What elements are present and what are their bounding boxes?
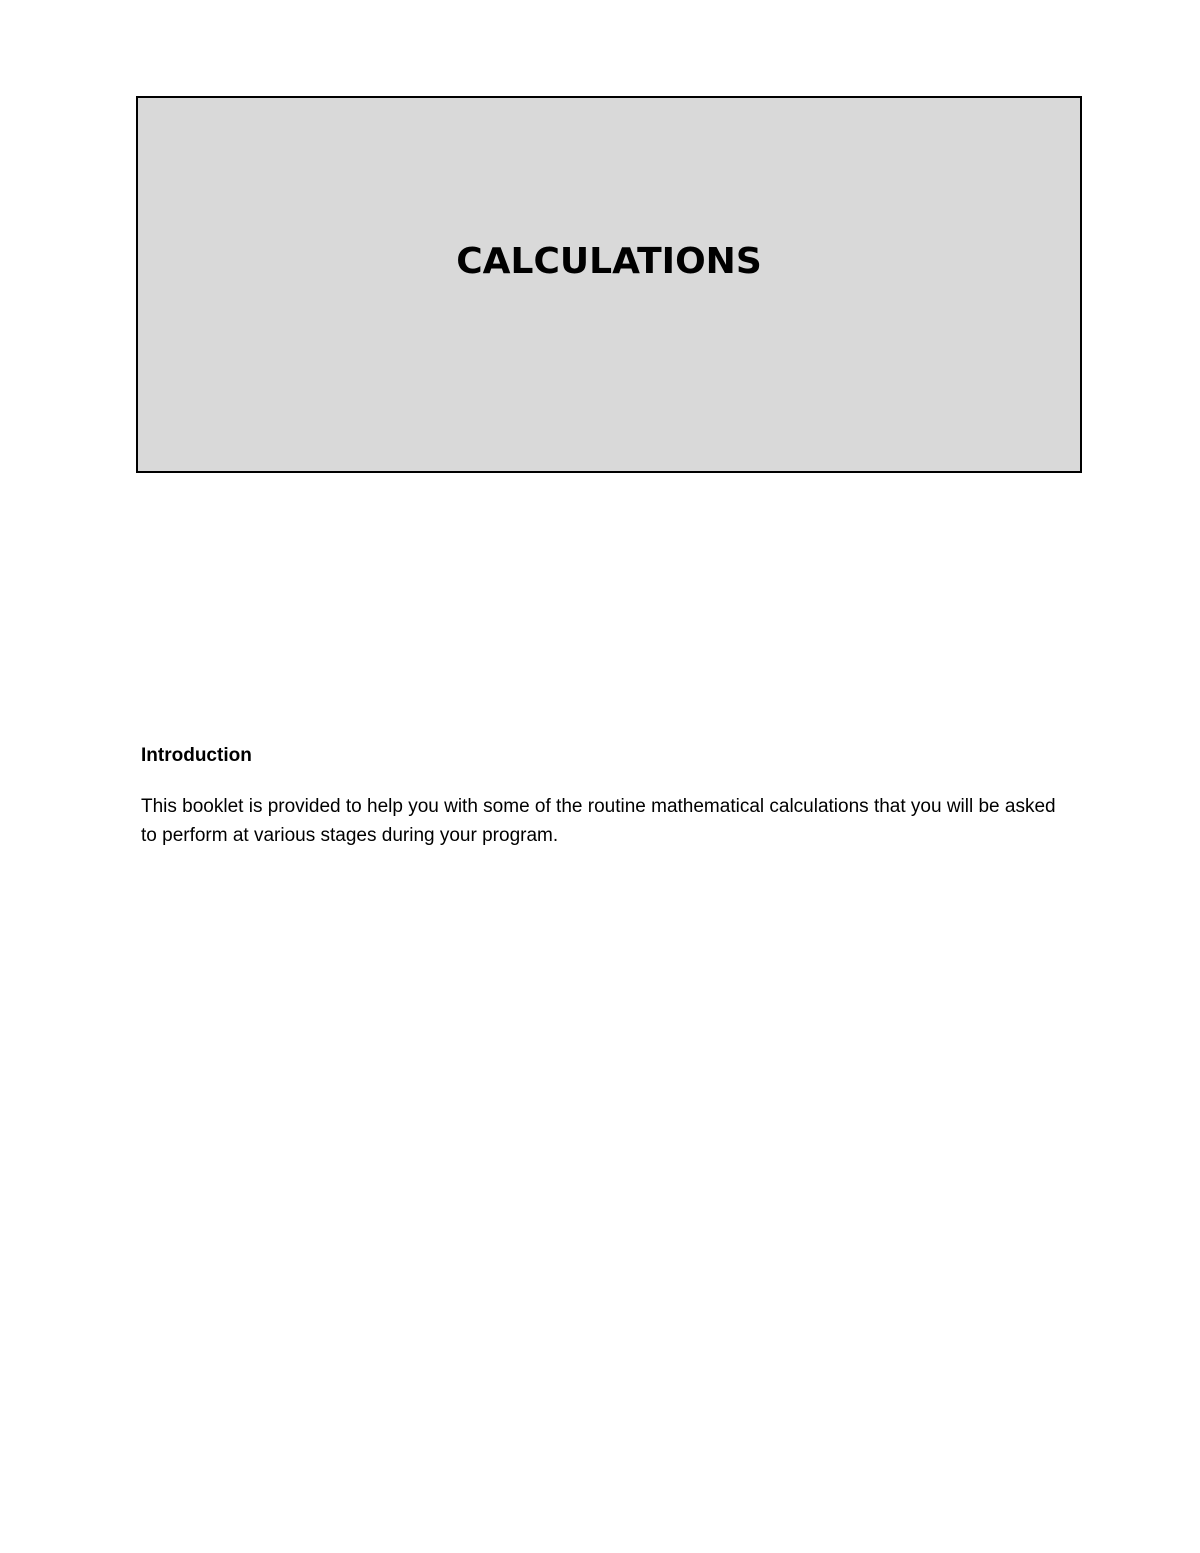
introduction-heading: Introduction bbox=[141, 745, 252, 766]
title-box bbox=[136, 96, 1082, 473]
introduction-paragraph: This booklet is provided to help you with some of the routine mathematical calculations that you will be asked to perform at various stages during your program. bbox=[141, 796, 1056, 846]
document-title: CALCULATIONS bbox=[456, 240, 762, 282]
